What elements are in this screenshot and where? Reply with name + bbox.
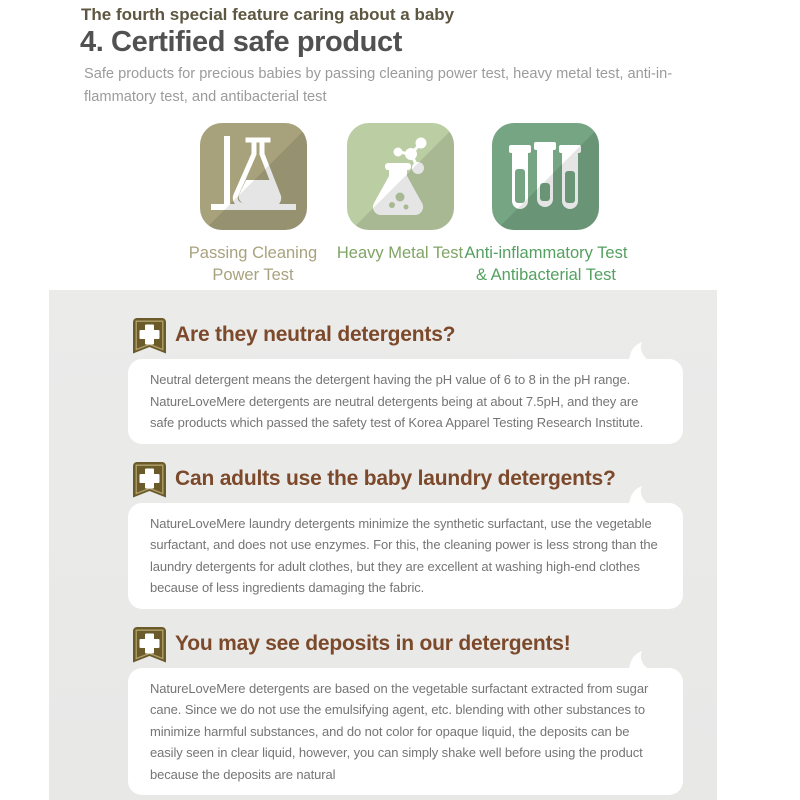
anti-inflammatory-test-tile bbox=[492, 123, 599, 230]
question-title: Are they neutral detergents? bbox=[175, 323, 456, 346]
cleaning-power-test-tile bbox=[200, 123, 307, 230]
answer-text: Neutral detergent means the detergent having the pH value of 6 to 8 in the pH range. NatureLoveMere detergents are neutral detergents being at about 7.5pH, and they are safe products which passed the safety test of Korea Apparel Testing Research Institute. bbox=[150, 372, 644, 430]
page-title: 4. Certified safe product bbox=[80, 26, 402, 58]
bubble-tail bbox=[628, 486, 650, 505]
tile-long-shadow bbox=[347, 123, 454, 230]
cleaning-power-test-label: Passing Cleaning Power Test bbox=[188, 244, 318, 284]
plus-ribbon-icon bbox=[133, 627, 166, 668]
feature-eyebrow: The fourth special feature caring about a baby bbox=[81, 5, 455, 24]
plus-ribbon-icon bbox=[133, 462, 166, 503]
subtitle-line-2: flammatory test, and antibacterial test bbox=[84, 89, 327, 105]
tile-long-shadow bbox=[200, 123, 307, 230]
plus-ribbon-icon bbox=[133, 318, 166, 359]
question-title: You may see deposits in our detergents! bbox=[175, 631, 571, 655]
qa-section-adults bbox=[49, 462, 717, 609]
answer-bubble bbox=[128, 668, 683, 796]
bubble-tail bbox=[628, 651, 650, 670]
qa-panel bbox=[49, 290, 717, 800]
tile-long-shadow bbox=[492, 123, 599, 230]
question-title: Can adults use the baby laundry detergents? bbox=[175, 466, 616, 490]
heavy-metal-test-tile bbox=[347, 123, 454, 230]
heavy-metal-test-label: Heavy Metal Test bbox=[336, 244, 464, 262]
answer-bubble bbox=[128, 503, 683, 609]
anti-inflammatory-test-label: Anti-inflammatory Test & Antibacterial Test bbox=[464, 244, 628, 284]
subtitle-line-1: Safe products for precious babies by passing cleaning power test, heavy metal test, anti-in- bbox=[84, 66, 673, 82]
answer-bubble bbox=[128, 359, 683, 444]
page-subtitle bbox=[84, 63, 672, 109]
qa-section-neutral bbox=[49, 318, 717, 444]
answer-text: NatureLoveMere laundry detergents minimize the synthetic surfactant, use the vegetable surfactant, and does not use enzymes. For this, the cleaning power is less strong than the laundry detergents for adult clothes, but they are excellent at washing high-end clothes because of less ingredients damaging the fabric. bbox=[150, 515, 658, 595]
answer-text: NatureLoveMere detergents are based on the vegetable surfactant extracted from sugar cane. Since we do not use the emulsifying agent, etc. blending with other substances to minimize harmful substances, and do not color for opaque liquid, the deposits can be easily seen in clear liquid, however, you can simply shake well before using the product because the deposits are natural bbox=[150, 680, 649, 782]
bubble-tail bbox=[628, 342, 650, 361]
qa-section-deposits bbox=[49, 627, 717, 796]
